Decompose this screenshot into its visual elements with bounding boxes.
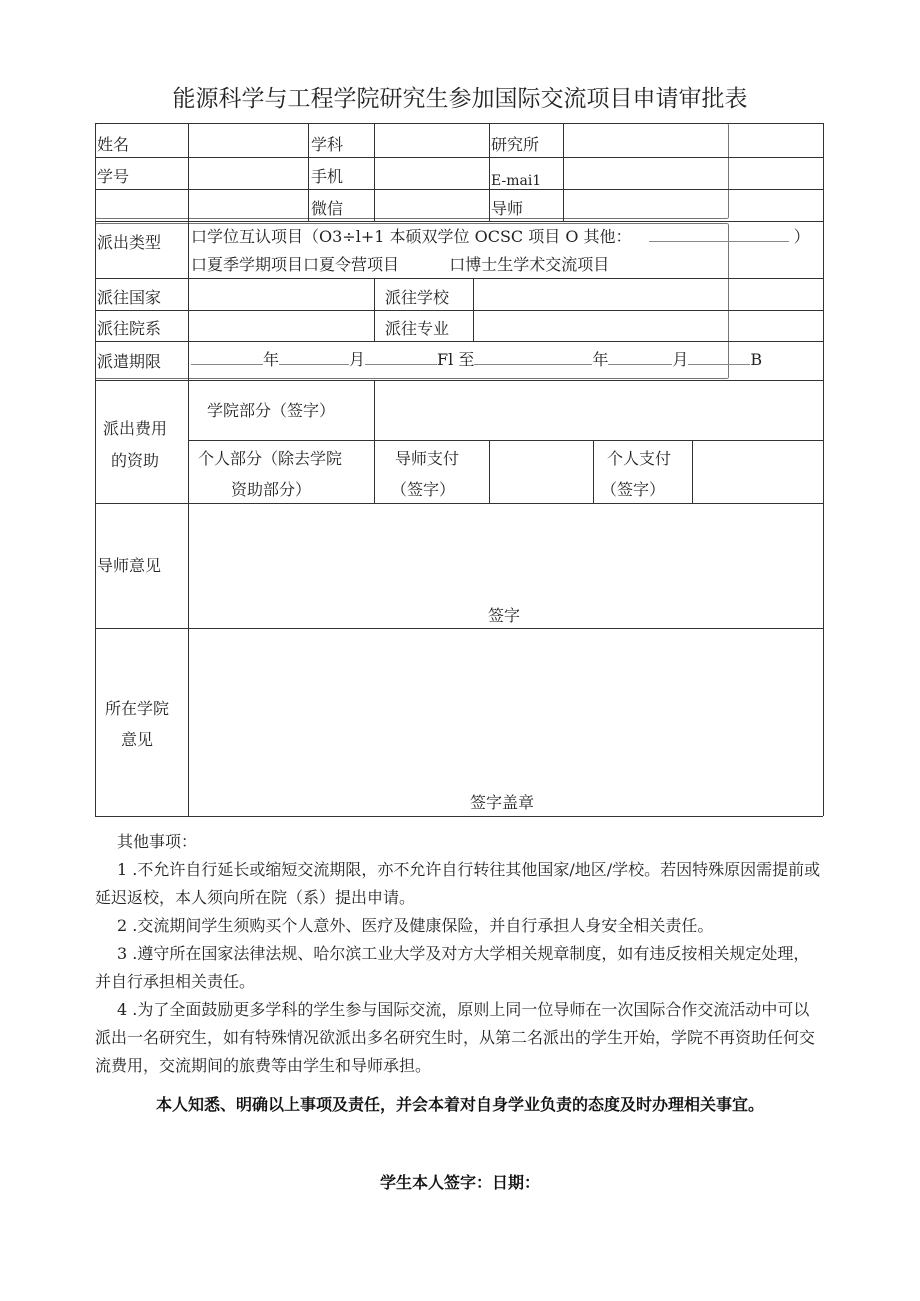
start-year-blank[interactable]	[191, 350, 263, 365]
row-divider	[95, 341, 823, 342]
phone-label: 手机	[311, 167, 344, 186]
row-divider	[95, 189, 823, 190]
col-divider	[692, 440, 693, 503]
advisor-label: 导师	[491, 199, 524, 218]
email-label: E-mai1	[491, 173, 542, 189]
name-input[interactable]	[191, 127, 309, 157]
day-unit: B	[750, 350, 763, 369]
student-id-label: 学号	[97, 167, 130, 186]
phone-input[interactable]	[377, 160, 489, 189]
wechat-label: 微信	[311, 199, 344, 218]
self-pay-input[interactable]	[695, 443, 825, 503]
row-divider	[95, 157, 823, 158]
funding-label-1: 派出费用	[103, 419, 168, 438]
application-table	[95, 123, 823, 816]
college-opinion-label-2: 意见	[121, 730, 154, 749]
period-label: 派遣期限	[97, 352, 162, 371]
school-label: 派往学校	[385, 288, 450, 307]
row3-blank-input[interactable]	[191, 192, 309, 221]
col-divider	[563, 123, 564, 221]
note-item-4: 4 .为了全面鼓励更多学科的学生参与国际交流，原则上同一位导师在一次国际合作交流活动中可以派出一名研究生，如有特殊情况欲派出多名研究生时，从第二名派出的学生开始，学院不再资助任何交流费用，交流期间的旅费等由学生和导师承担。	[95, 1000, 816, 1075]
note-item-3: 3 .遵守所在国家法律法规、哈尔滨工业大学及对方大学相关规章制度，如有违反按相关规定处理，并自行承担相关责任。	[95, 944, 810, 991]
end-day-blank[interactable]	[688, 350, 750, 365]
country-input[interactable]	[191, 281, 375, 310]
advisor-opinion-label: 导师意见	[97, 556, 162, 575]
end-year-blank[interactable]	[474, 350, 592, 365]
other-notes	[95, 828, 825, 1080]
day-to-unit: Fl 至	[437, 350, 475, 369]
department-label: 派往院系	[97, 319, 162, 338]
email-input[interactable]	[566, 160, 824, 189]
month-unit: 月	[349, 350, 366, 369]
col-divider	[489, 440, 490, 503]
dispatch-type-options-1[interactable]: 口学位互认项目（O3÷l+1 本硕双学位 OCSC 项目 O 其他：	[191, 227, 632, 246]
major-label: 派往专业	[385, 319, 450, 338]
major-input[interactable]	[476, 313, 824, 341]
start-month-blank[interactable]	[279, 350, 349, 365]
year-unit: 年	[263, 350, 280, 369]
advisor-pay-label-1: 导师支付	[395, 449, 460, 468]
advisor-sign-label: 签字	[488, 606, 521, 625]
col-divider	[489, 123, 490, 221]
row-divider	[95, 278, 823, 279]
self-pay-label-2: （签字）	[601, 480, 666, 499]
period-fields[interactable]	[191, 350, 762, 370]
year-unit: 年	[592, 350, 609, 369]
note-item-1: 1 .不允许自行延长或缩短交流期限，亦不允许自行转往其他国家/地区/学校。若因特殊原因需提前或延迟返校，本人须向所在院（系）提出申请。	[95, 860, 821, 907]
row-divider	[95, 628, 823, 629]
start-day-blank[interactable]	[365, 350, 437, 365]
notes-heading: 其他事项：	[117, 832, 198, 851]
col-divider	[188, 123, 189, 816]
col-divider	[374, 380, 375, 503]
advisor-input[interactable]	[566, 192, 824, 221]
personal-part-label-1: 个人部分（除去学院	[198, 449, 343, 468]
end-month-blank[interactable]	[608, 350, 672, 365]
subject-label: 学科	[311, 135, 344, 154]
col-divider	[374, 123, 375, 221]
month-unit: 月	[672, 350, 689, 369]
student-signature-date: 学生本人签字：日期：	[379, 1173, 540, 1192]
college-part-label: 学院部分（签字）	[207, 401, 336, 420]
college-part-input[interactable]	[377, 383, 825, 440]
dispatch-type-close: ）	[793, 227, 810, 246]
row-divider	[95, 221, 823, 222]
subject-input[interactable]	[377, 127, 489, 157]
col-divider	[473, 278, 474, 341]
declaration: 本人知悉、明确以上事项及责任，并会本着对自身学业负责的态度及时办理相关事宜。	[155, 1095, 764, 1114]
advisor-pay-label-2: （签字）	[391, 480, 456, 499]
phd-exchange-option[interactable]: 口博士生学术交流项目	[449, 255, 610, 274]
other-type-blank[interactable]	[649, 227, 789, 242]
row-divider	[95, 380, 823, 381]
college-opinion-label-1: 所在学院	[105, 699, 170, 718]
department-input[interactable]	[191, 313, 375, 341]
advisor-pay-input[interactable]	[492, 443, 594, 503]
table-border-left	[95, 123, 96, 816]
school-input[interactable]	[476, 281, 824, 310]
dispatch-type-line2[interactable]	[191, 255, 609, 275]
row-divider	[188, 440, 823, 441]
row-divider	[95, 503, 823, 504]
wechat-input[interactable]	[377, 192, 489, 221]
funding-label-2: 的资助	[111, 451, 160, 470]
note-item-2: 2 .交流期间学生须购买个人意外、医疗及健康保险，并自行承担人身安全相关责任。	[117, 916, 714, 935]
college-sign-label: 签字盖章	[470, 793, 535, 812]
personal-part-label-2: 资助部分）	[231, 480, 312, 499]
institute-label: 研究所	[491, 135, 540, 154]
table-border-bottom	[95, 816, 823, 817]
row-divider	[95, 310, 823, 311]
dispatch-type-line1[interactable]	[191, 227, 810, 247]
name-label: 姓名	[97, 135, 130, 154]
country-label: 派往国家	[97, 288, 162, 307]
dispatch-type-label: 派出类型	[97, 233, 162, 252]
summer-options[interactable]: 口夏季学期项目口夏令营项目	[191, 255, 400, 274]
self-pay-label-1: 个人支付	[607, 449, 672, 468]
form-title: 能源科学与工程学院研究生参加国际交流项目申请审批表	[172, 86, 748, 112]
table-border-top	[95, 123, 823, 124]
student-id-input[interactable]	[191, 160, 309, 189]
institute-input[interactable]	[566, 127, 824, 157]
